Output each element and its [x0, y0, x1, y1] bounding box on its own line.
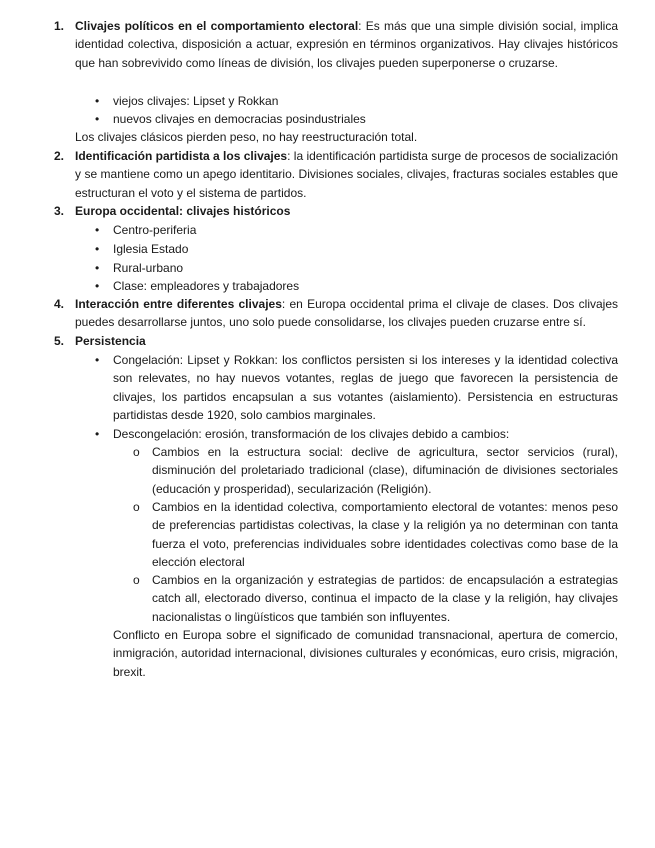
- item-title: Interacción entre diferentes clivajes: [75, 297, 282, 311]
- sub-bullet-text: Cambios en la organización y estrategias de partidos: de encapsulación a estrategias catch all, electorado diverso, continua el impacto de la clase y la religión, hay clivajes nacionalistas o lingüísticos que también son influyentes.: [152, 573, 618, 624]
- sub-bullet-item: [0, 443, 655, 498]
- item-number: 4.: [54, 297, 65, 311]
- bullet-icon: •: [95, 112, 100, 126]
- item-title: Persistencia: [75, 334, 146, 348]
- bullet-item: [0, 259, 655, 277]
- item-note: [0, 128, 655, 146]
- item-number: 5.: [54, 334, 65, 348]
- bullet-text: Clase: empleadores y trabajadores: [113, 279, 300, 293]
- note-text: Conflicto en Europa sobre el significado de comunidad transnacional, apertura de comercio, inmigración, autoridad internacional, divisiones culturales y económicas, euro crisis, migración, brexit.: [113, 628, 618, 679]
- bullet-text: nuevos clivajes en democracias posindustriales: [113, 112, 366, 126]
- item-number: 1.: [54, 19, 65, 33]
- bullet-icon: •: [95, 242, 100, 256]
- item-text: : Es más que una simple división social, implica identidad colectiva, disposición a actuar, expresión en términos organizativos. Hay clivajes históricos que han sobrevivido como líneas de división, los clivajes pueden superponerse o cruzarse.: [75, 19, 619, 70]
- bullet-text: viejos clivajes: Lipset y Rokkan: [113, 94, 279, 108]
- bullet-item: [0, 110, 655, 128]
- note-text: Los clivajes clásicos pierden peso, no hay reestructuración total.: [75, 130, 418, 144]
- circle-bullet-icon: o: [133, 445, 140, 459]
- bullet-icon: •: [95, 94, 100, 108]
- bullet-icon: •: [95, 279, 100, 293]
- bullet-icon: •: [95, 261, 100, 275]
- item-paragraph: [75, 147, 618, 202]
- list-item-4: [0, 295, 655, 332]
- bullet-text: Rural-urbano: [113, 261, 184, 275]
- bullet-item: [0, 221, 655, 239]
- bullet-text: Congelación: Lipset y Rokkan: los conflictos persisten si los intereses y la identidad colectiva son relevates, no hay nuevos votantes, reglas de juego que favorecen la persistencia de clivajes, los partidos encapsulan a sus votantes (aislamiento). Persistencia en estructuras partidistas desde 1920, solo cambios marginales.: [113, 353, 618, 423]
- item-number: 3.: [54, 204, 65, 218]
- bullet-icon: •: [95, 427, 100, 441]
- bullet-item: [0, 240, 655, 258]
- sub-bullet-item: [0, 571, 655, 626]
- list-item-1: [0, 17, 655, 72]
- item-paragraph: [75, 202, 618, 220]
- item-text: : la identificación partidista surge de procesos de socialización y se mantiene como un apego identitario. Divisiones sociales, clivajes, fracturas sociales estables que estructuran el voto y el sistema de partidos.: [75, 149, 619, 200]
- circle-bullet-icon: o: [133, 500, 140, 514]
- list-item-2: [0, 147, 655, 202]
- item-paragraph: [75, 332, 618, 350]
- bullet-text: Descongelación: erosión, transformación de los clivajes debido a cambios:: [113, 427, 510, 441]
- item-title: Identificación partidista a los clivajes: [75, 149, 288, 163]
- item-paragraph: [75, 295, 618, 332]
- item-title: Clivajes políticos en el comportamiento electoral: [75, 19, 359, 33]
- bullet-icon: •: [95, 223, 100, 237]
- bullet-item: [0, 277, 655, 295]
- item-number: 2.: [54, 149, 65, 163]
- bullet-item: [0, 92, 655, 110]
- item-note: [0, 626, 655, 681]
- circle-bullet-icon: o: [133, 573, 140, 587]
- item-text: : en Europa occidental prima el clivaje de clases. Dos clivajes puedes desarrollarse juntos, uno solo puede consolidarse, los clivajes pueden cruzarse entre sí.: [75, 297, 619, 330]
- sub-bullet-item: [0, 498, 655, 572]
- item-paragraph: [75, 17, 618, 72]
- item-title: Europa occidental: clivajes históricos: [75, 204, 291, 218]
- bullet-text: Centro-periferia: [113, 223, 197, 237]
- sub-bullet-text: Cambios en la identidad colectiva, comportamiento electoral de votantes: menos peso de preferencias partidistas colectivas, la clase y la religión ya no determinan con tanta fuerza el voto, preferencias individuales sobre identidades colectivas como base de la elección electoral: [152, 500, 618, 570]
- bullet-item: [0, 425, 655, 443]
- bullet-item: [0, 351, 655, 425]
- bullet-text: Iglesia Estado: [113, 242, 189, 256]
- sub-bullet-text: Cambios en la estructura social: declive de agricultura, sector servicios (rural), disminución del proletariado tradicional (clase), difuminación de divisiones sectoriales (educación y prosperidad), secularización (Religión).: [152, 445, 618, 496]
- list-item-3: [0, 202, 655, 220]
- bullet-icon: •: [95, 353, 100, 367]
- list-item-5: [0, 332, 655, 350]
